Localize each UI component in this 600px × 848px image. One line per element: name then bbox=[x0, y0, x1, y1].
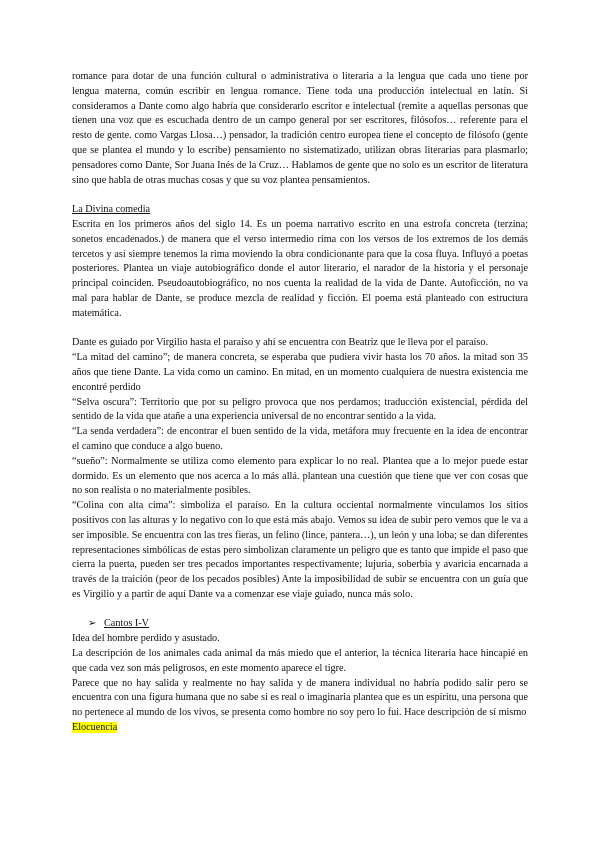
section-heading-divina-comedia: La Divina comedia bbox=[72, 204, 151, 216]
guide-paragraph: Dante es guiado por Virgilio hasta el paraíso y ahí se encuentra con Beatriz que le lleva por el paraíso. bbox=[72, 337, 488, 349]
divina-comedia-paragraph: Escrita en los primeros años del siglo 14. Es un poema narrativo escrito en una estrofa concreta (terzina; sonetos encadenados.) de manera que el verso intermedio rima con los versos de los extremos de los demás tercetos y así siempre tenemos la rima moviendo la obra condicionante para que la cosa fluya. Influyó a poetas posteriores. Plantea un viaje autobiográfico donde el autor literario, el narador de la historia y el personaje principal coinciden. Pseudoautobiográfico, no nos cuenta la realidad de la vida de Dante. Autoficción, no va mal para hablar de Dante, se produce mezcla de realidad y ficción. El poema está planteado con estructura matemática. bbox=[72, 218, 528, 319]
spacer bbox=[72, 188, 528, 203]
arrow-bullet-icon: ➢ bbox=[88, 618, 97, 630]
colina-paragraph: “Colina con alta cima”: simboliza el paraíso. En la cultura occiental normalmente vinculamos los sitios positivos con las alturas y lo negativo con lo que está más abajo. Vemos su idea de subir pero vemos que le va a ser imposible. Se encuentra con las tres fieras, un felino (lince, pantera…), un león y una loba; se dan diferentes representaciones simbólicas de estas pero simbolizan claramente un peligro que es tanto que impide el paso que cierra la puerta, pueden ser tres pecados importantes respectivamente; lujuria, soberbia y avaricia encarnada a través de la traición (peor de los pecados posibles) Ante la imposibilidad de subir se encuentra con un guía que es Virgilio y a partir de aquí Dante va a comenzar ese viaje guiado, nunca más solo. bbox=[72, 500, 528, 600]
elocuencia-highlight: Elocuencia bbox=[72, 722, 118, 734]
cantos-heading: Cantos I-V bbox=[104, 618, 149, 630]
selva-oscura-paragraph: “Selva oscura”: Territorio que por su peligro provoca que nos perdamos; traducción existencial, pérdida del sentido de la vida que atañe a una experiencia universal de no encontrar sentido a la vida. bbox=[72, 396, 528, 423]
elocuencia-line bbox=[72, 721, 528, 736]
cantos-paragraph: Parece que no hay salida y realmente no hay salida y de manera individual no habría podido salir pero se encuentra con una figura humana que no sabe si es real o imaginaria plantea que es un espíritu, una persona que no pertenece al mundo de los vivos, se presenta como hombre no soy pero lo fui. Hace descripción de sí mismo bbox=[72, 677, 528, 719]
mitad-camino-paragraph: “La mitad del camino”; de manera concreta, se esperaba que pudiera vivir hasta los 70 años. la mitad son 35 años que tiene Dante. La vida como un camino. En mitad, en un momento cualquiera de nuestra existencia me encontré perdido bbox=[72, 352, 528, 393]
senda-verdadera-paragraph: “La senda verdadera”: de encontrar el buen sentido de la vida, metáfora muy frecuente en la idea de encontrar el camino que conduce a algo bueno. bbox=[72, 426, 528, 452]
intro-paragraph: romance para dotar de una función cultural o administrativa o literaria a la lengua que cada uno tiene por lengua materna, común escribir en lengua romance. Tiene toda una producción intelectual en latín. Si consideramos a Dante como algo habría que considerarlo escritor e intelectual (remite a aquellas personas que tienen una voz que es escuchada dentro de un campo general por ser escritores, filósofos… referente para el resto de gente. como Vargas Llosa…) pensador, la tradición centro europea tiene el concepto de filósofo (gente que se plantea el mundo y lo escribe) pensamiento no sistematizado, utilizan obras literarias para plasmarlo; pensadores como Dante, Sor Juana Inés de la Cruz… Hablamos de gente que no solo es un escritor de literatura sino que habla de otras muchas cosas y que su voz plantea pensamientos. bbox=[72, 71, 528, 186]
document-page bbox=[72, 70, 528, 736]
spacer bbox=[72, 322, 528, 337]
cantos-paragraph: Idea del hombre perdido y asustado. bbox=[72, 633, 220, 645]
cantos-list-item bbox=[72, 617, 528, 632]
sueno-paragraph: “sueño”: Normalmente se utiliza como elemento para explicar lo no real. Plantea que a lo mejor puede estar dormido. Es un elemento que nos acerca a lo más allá. plantean una cuestión que tiene que ver con cosas que no son realista o no materialmente posibles. bbox=[72, 455, 528, 497]
spacer bbox=[72, 603, 528, 618]
cantos-paragraph: La descripción de los animales cada animal da más miedo que el anterior, la técnica literaria hace hincapié en que cada vez son más peligrosos, en este momento aparece el tigre. bbox=[72, 648, 528, 674]
